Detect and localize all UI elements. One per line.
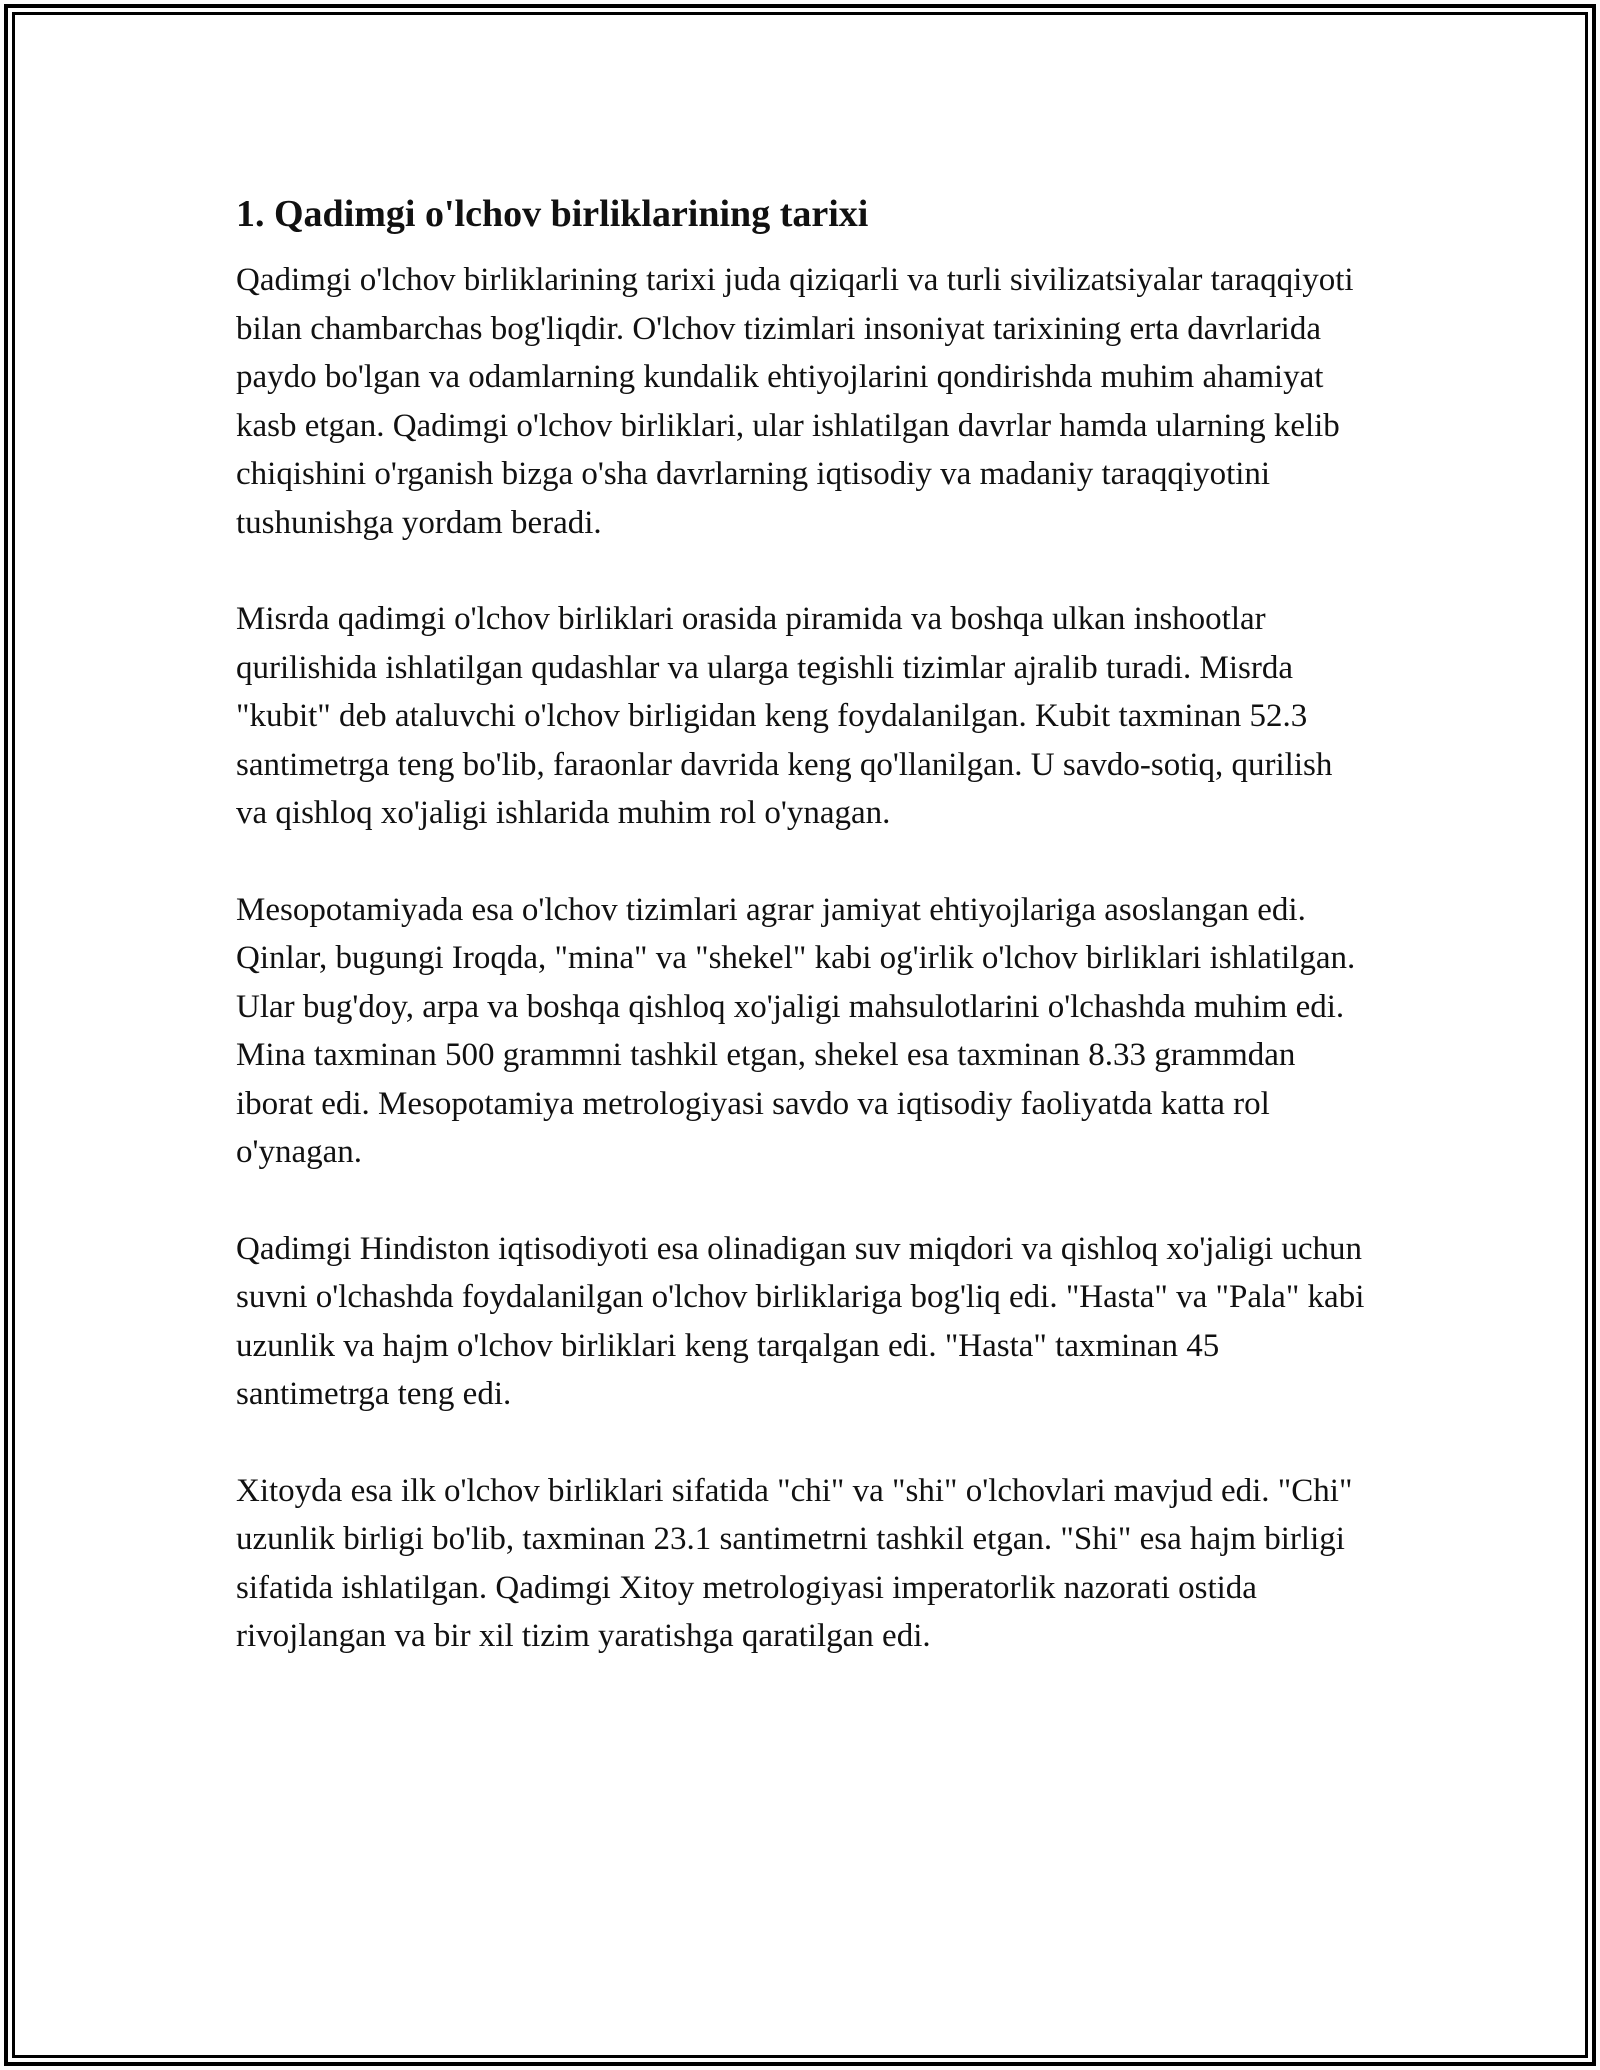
paragraph-china: Xitoyda esa ilk o'lchov birliklari sifatida "chi" va "shi" o'lchovlari mavjud edi. "Chi" uzunlik birligi bo'lib, taxminan 23.1 santimetrni tashkil etgan. "Shi" esa hajm birligi sifatida ishlatilgan. Qadimgi Xitoy metrologiyasi imperatorlik nazorati ostida rivojlangan va bir xil tizim yaratishga qaratilgan edi. bbox=[236, 1472, 1353, 1654]
section-heading: 1. Qadimgi o'lchov birliklarining tarixi bbox=[236, 193, 869, 235]
paragraph-india: Qadimgi Hindiston iqtisodiyoti esa olinadigan suv miqdori va qishloq xo'jaligi uchun suvni o'lchashda foydalanilgan o'lchov birliklariga bog'liq edi. "Hasta" va "Pala" kabi uzunlik va hajm o'lchov birliklari keng tarqalgan edi. "Hasta" taxminan 45 santimetrga teng edi. bbox=[236, 1230, 1365, 1412]
document-body bbox=[236, 186, 1366, 1709]
paragraph-intro: Qadimgi o'lchov birliklarining tarixi juda qiziqarli va turli sivilizatsiyalar taraqqiyoti bilan chambarchas bog'liqdir. O'lchov tizimlari insoniyat tarixining erta davrlarida paydo bo'lgan va odamlarning kundalik ehtiyojlarini qondirishda muhim ahamiyat kasb etgan. Qadimgi o'lchov birliklari, ular ishlatilgan davrlar hamda ularning kelib chiqishini o'rganish bizga o'sha davrlarning iqtisodiy va madaniy taraqqiyotini tushunishga yordam beradi. bbox=[236, 262, 1354, 541]
paragraph-egypt: Misrda qadimgi o'lchov birliklari orasida piramida va boshqa ulkan inshootlar qurilishida ishlatilgan qudashlar va ularga tegishli tizimlar ajralib turadi. Misrda "kubit" deb ataluvchi o'lchov birligidan keng foydalanilgan. Kubit taxminan 52.3 santimetrga teng bo'lib, faraonlar davrida keng qo'llanilgan. U savdo-sotiq, qurilish va qishloq xo'jaligi ishlarida muhim rol o'ynagan. bbox=[236, 601, 1333, 831]
paragraph-mesopotamia: Mesopotamiyada esa o'lchov tizimlari agrar jamiyat ehtiyojlariga asoslangan edi. Qinlar, bugungi Iroqda, "mina" va "shekel" kabi og'irlik o'lchov birliklari ishlatilgan. Ular bug'doy, arpa va boshqa qishloq xo'jaligi mahsulotlarini o'lchashda muhim edi. Mina taxminan 500 grammni tashkil etgan, shekel esa taxminan 8.33 grammdan iborat edi. Mesopotamiya metrologiyasi savdo va iqtisodiy faoliyatda katta rol o'ynagan. bbox=[236, 891, 1356, 1170]
